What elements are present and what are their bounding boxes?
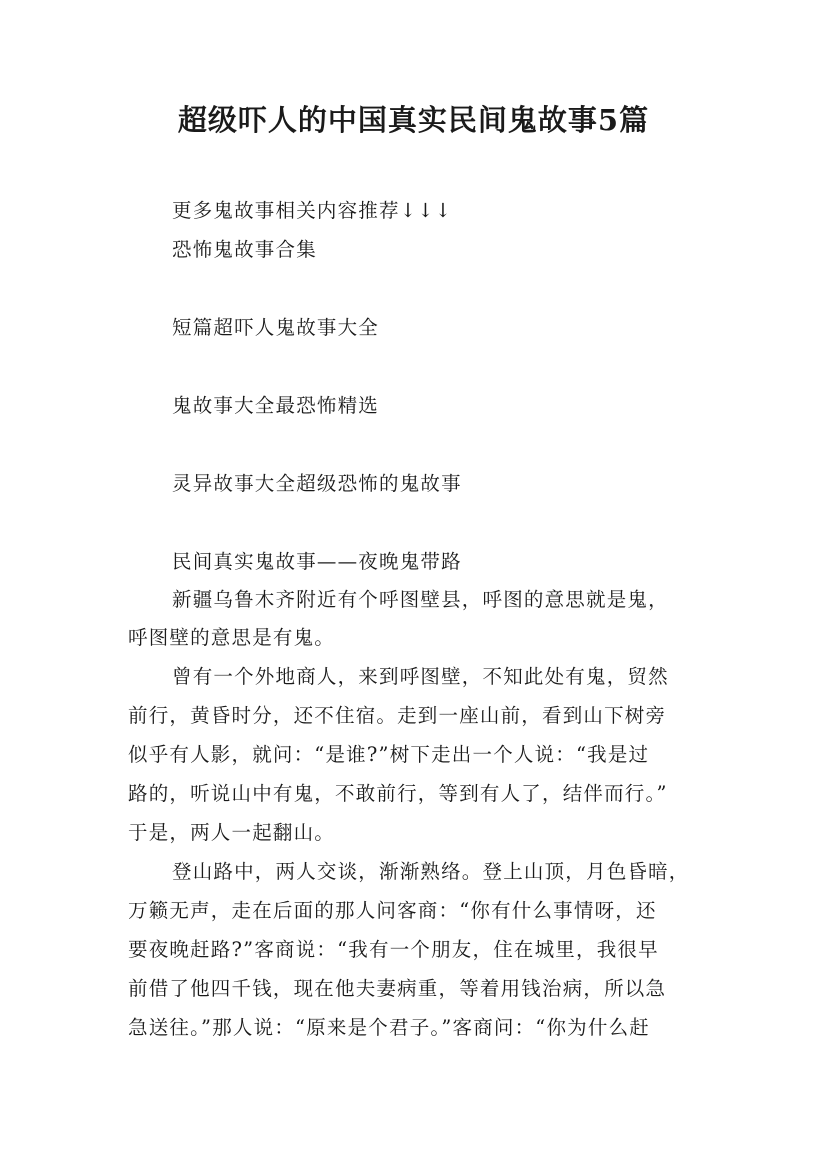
document-title: 超级吓人的中国真实民间鬼故事5篇 (177, 103, 650, 137)
recommend-link-scariest-selection[interactable]: 鬼故事大全最恐怖精选 (172, 394, 380, 417)
story-line: 呼图壁的意思是有鬼。 (128, 626, 336, 649)
recommend-link-supernatural-stories[interactable]: 灵异故事大全超级恐怖的鬼故事 (172, 472, 462, 495)
story-line: 于是，两人一起翻山。 (128, 821, 336, 844)
recommend-link-short-stories[interactable]: 短篇超吓人鬼故事大全 (172, 316, 380, 339)
story-line: 新疆乌鲁木齐附近有个呼图壁县，呼图的意思就是鬼， (172, 588, 669, 611)
story-line: 万籁无声，走在后面的那人问客商：“你有什么事情呀，还 (128, 899, 657, 922)
story-line: 登山路中，两人交谈，渐渐熟络。登上山顶，月色昏暗， (172, 860, 690, 883)
story-line: 急送往。”那人说：“原来是个君子。”客商问：“你为什么赶 (128, 1016, 650, 1039)
story-line: 前行，黄昏时分，还不住宿。走到一座山前，看到山下树旁 (128, 704, 667, 727)
story-line: 路的，听说山中有鬼，不敢前行，等到有人了，结伴而行。” (128, 782, 668, 805)
recommend-link-horror-collection[interactable]: 恐怖鬼故事合集 (172, 238, 317, 261)
story-heading: 民间真实鬼故事——夜晚鬼带路 (172, 550, 462, 573)
story-line: 前借了他四千钱，现在他夫妻病重，等着用钱治病，所以急 (128, 977, 667, 1000)
story-line: 似乎有人影，就问：“是谁?”树下走出一个人说：“我是过 (128, 743, 650, 766)
story-line: 要夜晚赶路?”客商说：“我有一个朋友，住在城里，我很早 (128, 938, 659, 961)
story-line: 曾有一个外地商人，来到呼图壁，不知此处有鬼，贸然 (172, 665, 669, 688)
recommend-heading: 更多鬼故事相关内容推荐↓↓↓ (172, 199, 453, 222)
